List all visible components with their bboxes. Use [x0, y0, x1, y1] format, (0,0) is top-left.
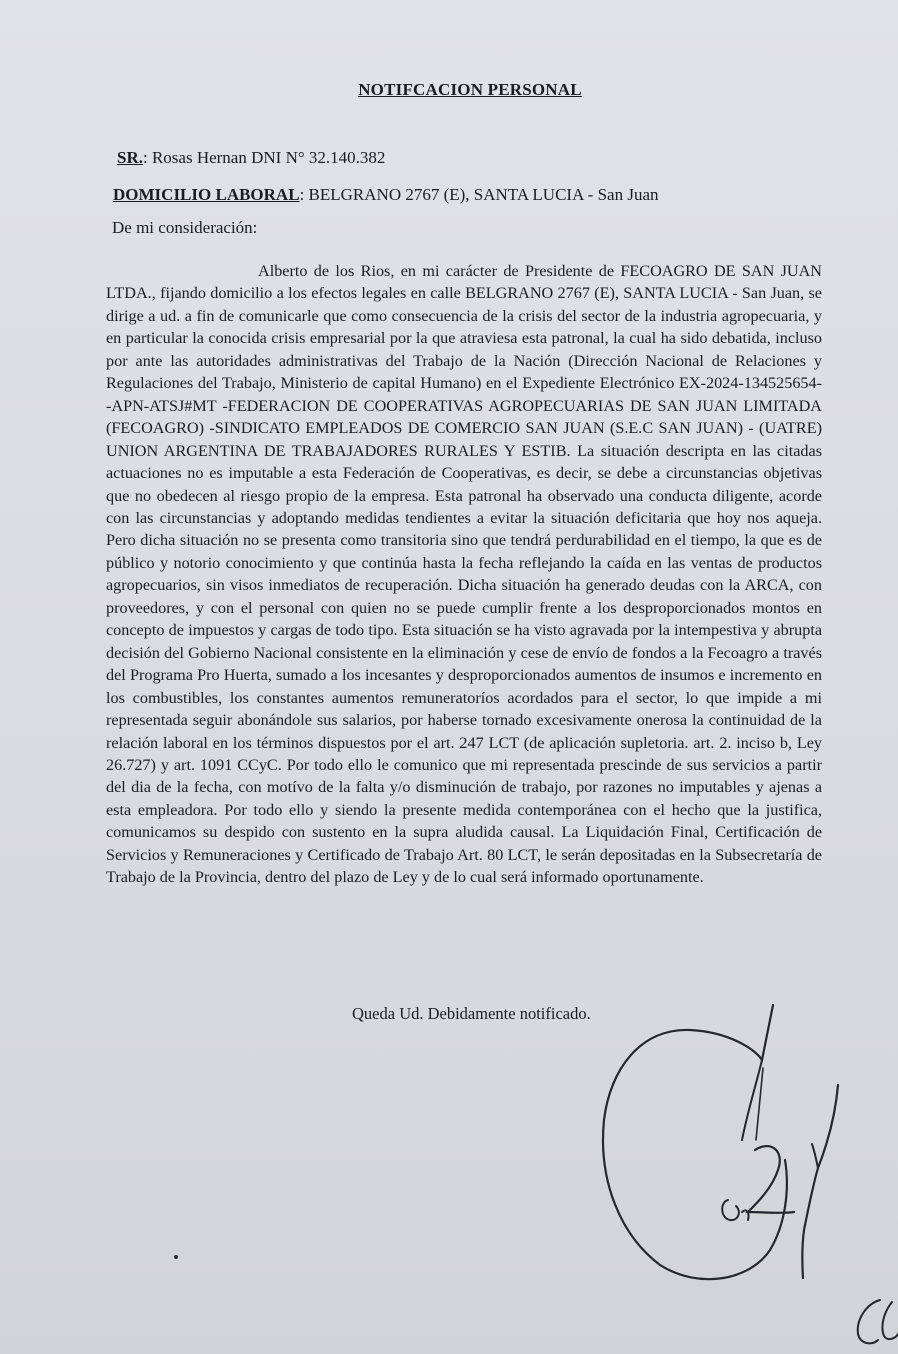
- handwritten-signature: [580, 990, 880, 1300]
- notice-body: Alberto de los Rios, en mi carácter de Presidente de FECOAGRO DE SAN JUAN LTDA., fijando domicilio a los efectos legales en calle BELGRANO 2767 (E), SANTA LUCIA - San Juan, se dirige a ud. a fin de comunicarle que como consecuencia de la crisis del sector de la industria agropecuaria, y en particular la conocida crisis empresarial por la que atraviesa esta patronal, la cual ha sido debatida, incluso por ante las autoridades administrativas del Trabajo de la Nación (Dirección Nacional de Relaciones y Regulaciones del Trabajo, Ministerio de capital Humano) en el Expediente Electrónico EX-2024-134525654- -APN-ATSJ#MT -FEDERACION DE COOPERATIVAS AGROPECUARIAS DE SAN JUAN LIMITADA (FECOAGRO) -SINDICATO EMPLEADOS DE COMERCIO SAN JUAN (S.E.C SAN JUAN) - (UATRE) UNION ARGENTINA DE TRABAJADORES RURALES Y ESTIB. La situación descripta en las citadas actuaciones no es imputable a esta Federación de Cooperativas, es decir, se debe a circunstancias objetivas que no obedecen al riesgo propio de la empresa. Esta patronal ha observado una conducta diligente, acorde con las circunstancias y adoptando medidas tendientes a evitar la situación deficitaria que hoy nos aqueja. Pero dicha situación no se presenta como transitoria sino que tendrá perdurabilidad en el tiempo, la que es de público y notorio conocimiento y que continúa hasta la fecha reflejando la caída en las ventas de productos agropecuarios, sin visos inmediatos de recuperación. Dicha situación ha generado deudas con la ARCA, con proveedores, y con el personal con quien no se puede cumplir frente a los desproporcionados montos en concepto de impuestos y cargas de todo tipo. Esta situación se ha visto agravada por la intempestiva y abrupta decisión del Gobierno Nacional consistente en la eliminación y cese de envío de fondos a la Fecoagro a través del Programa Pro Huerta, sumado a los incesantes y desproporcionados aumentos de insumos e incremento en los combustibles, los constantes aumentos remuneratoríos acordados para el sector, lo que impide a mi representada seguir abonándole sus salarios, por haberse tornado excesivamente onerosa la continuidad de la relación laboral en los términos dispuestos por el art. 247 LCT (de aplicación supletoria. art. 2. inciso b, Ley 26.727) y art. 1091 CCyC. Por todo ello le comunico que mi representada prescinde de sus servicios a partir del dia de la fecha, con motívo de la falta y/o disminución de trabajo, por razones no imputables y ajenas a esta empleadora. Por todo ello y siendo la presente medida contemporánea con el hecho que la justifica, comunicamos su despido con sustento en la supra aludida causal. La Liquidación Final, Certificación de Servicios y Remuneraciones y Certificado de Trabajo Art. 80 LCT, le serán depositadas en la Subsecretaría de Trabajo de la Provincia, dentro del plazo de Ley y de lo cual será informado oportunamente.: [106, 262, 822, 887]
- closing-line: Queda Ud. Debidamente notificado.: [352, 1004, 591, 1023]
- ink-dot: [174, 1255, 178, 1259]
- workplace-address: : BELGRANO 2767 (E), SANTA LUCIA - San Juan: [299, 185, 659, 204]
- addressee-label: SR.: [117, 148, 143, 167]
- workplace-label: DOMICILIO LABORAL: [113, 185, 300, 204]
- document-title: NOTIFCACION PERSONAL: [358, 80, 582, 99]
- workplace-line: [113, 185, 659, 205]
- greeting: De mi consideración:: [112, 218, 258, 237]
- corner-handwriting-mark: [848, 1290, 898, 1354]
- addressee-line: [117, 148, 385, 168]
- addressee-name: : Rosas Hernan DNI N° 32.140.382: [142, 148, 386, 167]
